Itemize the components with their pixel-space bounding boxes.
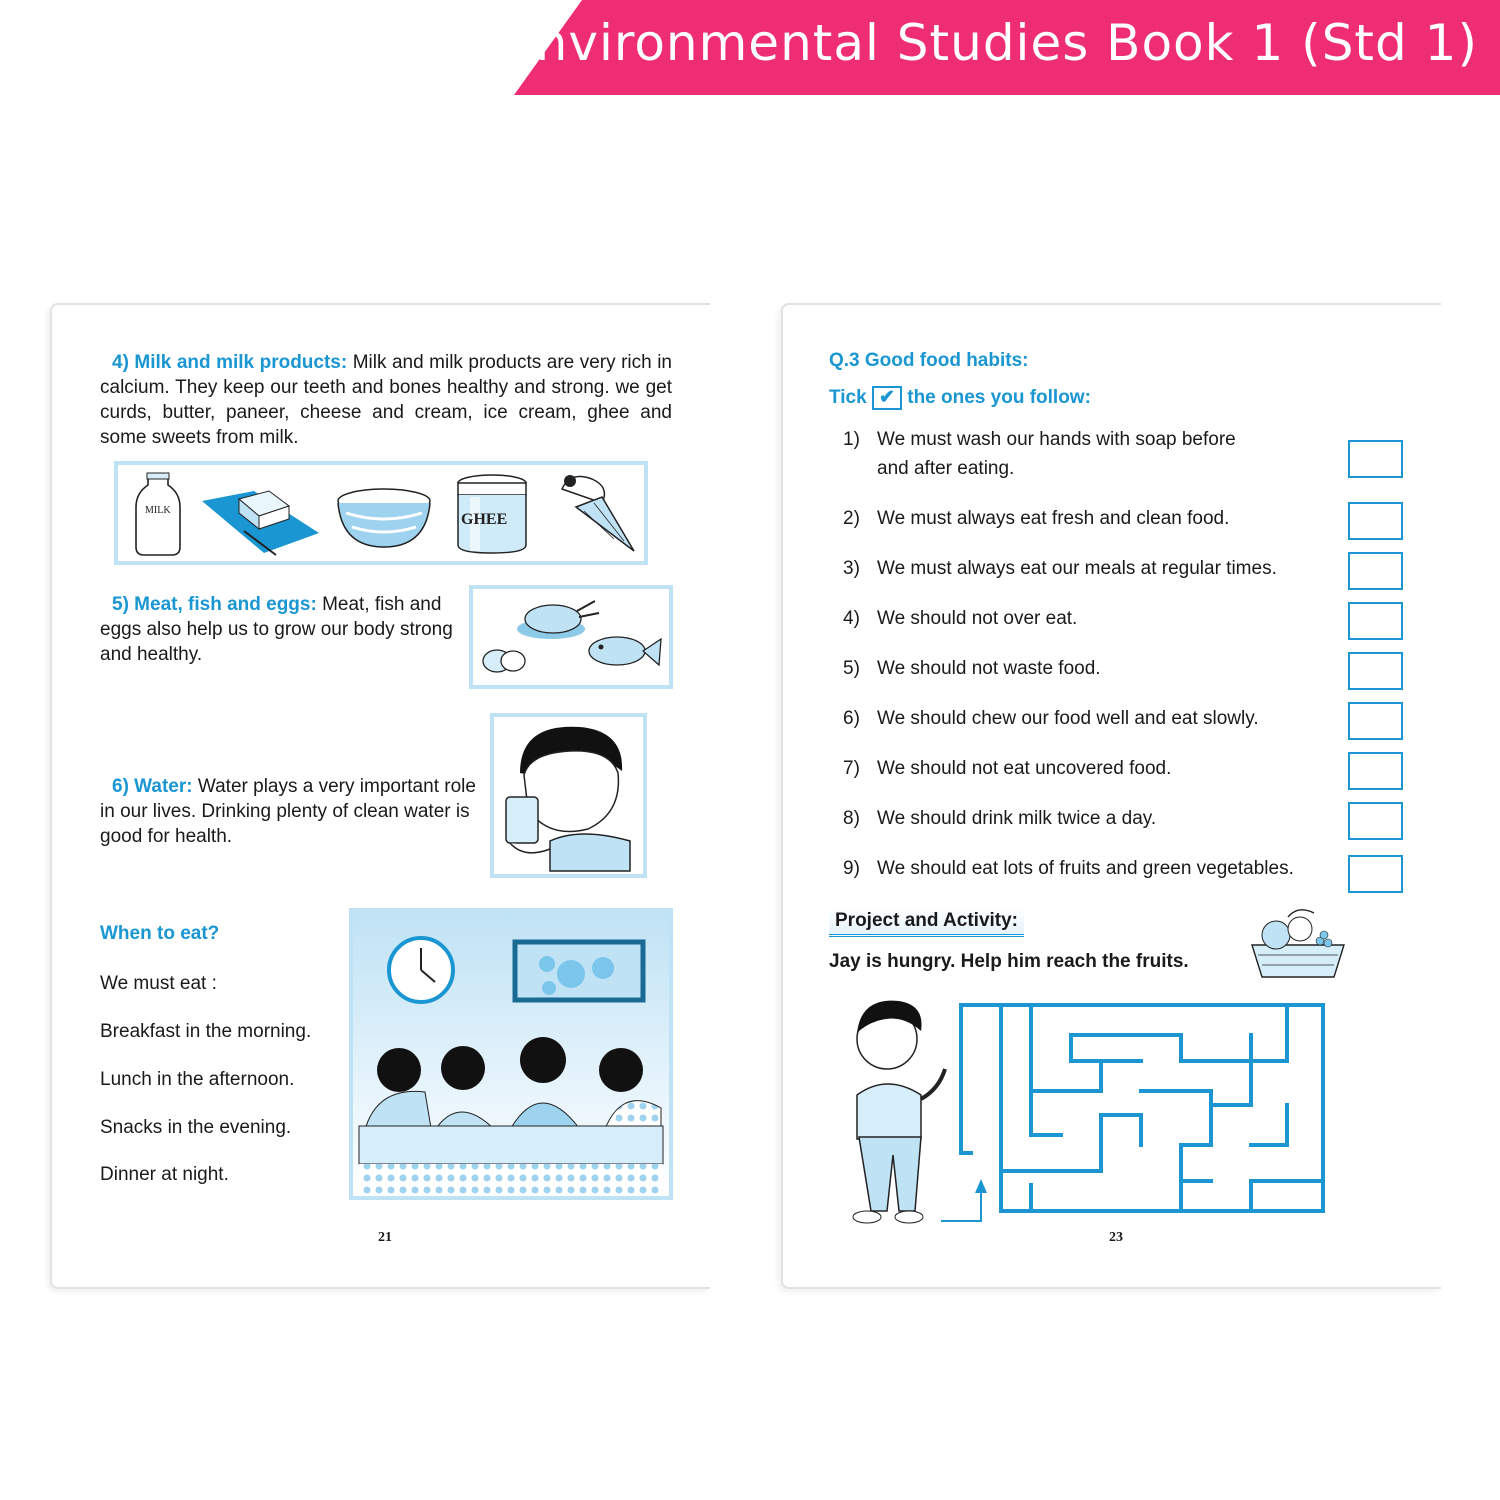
maze-instruction: Jay is hungry. Help him reach the fruits. — [829, 951, 1189, 972]
meal-breakfast: Breakfast in the morning. — [100, 1021, 312, 1042]
habit-checkbox-6[interactable] — [1348, 702, 1403, 740]
habit-checkbox-2[interactable] — [1348, 502, 1403, 540]
tick-instruction-prefix: Tick — [829, 387, 867, 409]
svg-text:GHEE: GHEE — [461, 511, 508, 528]
habit-item-7: 7) We should not eat uncovered food. — [843, 758, 1172, 779]
habit-item-3: 3) We must always eat our meals at regular times. — [843, 558, 1277, 579]
milk-section — [100, 350, 672, 450]
habit-item-9: 9) We should eat lots of fruits and green vegetables. — [843, 858, 1294, 879]
jay-boy-illustration — [843, 995, 953, 1227]
boy-drinking-water-illustration — [490, 713, 647, 878]
header-banner — [0, 0, 1500, 95]
habit-item-2: 2) We must always eat fresh and clean food. — [843, 508, 1230, 529]
glass-icon — [506, 797, 538, 843]
water-text: Water plays a very important role in our lives. Drinking plenty of clean water is good for health. — [100, 776, 476, 847]
project-activity-heading: Project and Activity: — [829, 908, 1024, 937]
meat-heading: 5) Meat, fish and eggs: — [112, 594, 317, 615]
we-must-eat-text: We must eat : — [100, 973, 217, 994]
meat-fish-eggs-illustration — [469, 585, 673, 689]
tick-instruction — [829, 386, 1091, 410]
meat-section — [100, 592, 460, 667]
ghee-jar-icon — [458, 475, 526, 553]
page-number-left: 21 — [378, 1230, 392, 1245]
meal-snacks: Snacks in the evening. — [100, 1117, 292, 1138]
right-page — [781, 303, 1441, 1289]
svg-text:MILK: MILK — [145, 505, 171, 516]
good-food-habits-question: Q.3 Good food habits: — [829, 350, 1029, 371]
habit-checkbox-5[interactable] — [1348, 652, 1403, 690]
habit-item-8: 8) We should drink milk twice a day. — [843, 808, 1157, 829]
milk-heading: 4) Milk and milk products: — [112, 352, 348, 373]
meal-lunch: Lunch in the afternoon. — [100, 1069, 295, 1090]
page-number-right: 23 — [1109, 1230, 1123, 1245]
meat-text: Meat, fish and eggs also help us to grow our body strong and healthy. — [100, 594, 453, 665]
left-page — [50, 303, 710, 1289]
habit-item-1: 1) We must wash our hands with soap before and after eating. — [843, 429, 1236, 479]
habit-item-6: 6) We should chew our food well and eat slowly. — [843, 708, 1259, 729]
milk-text: Milk and milk products are very rich in calcium. They keep our teeth and bones healthy and strong. we get curds, butter, paneer, cheese and cream, ice cream, ghee and some sweets from milk. — [100, 352, 672, 448]
habit-item-4: 4) We should not over eat. — [843, 608, 1078, 629]
habit-checkbox-4[interactable] — [1348, 602, 1403, 640]
family-dinner-illustration — [349, 908, 673, 1200]
book-title: Environmental Studies Book 1 (Std 1) — [503, 14, 1478, 72]
when-to-eat-heading: When to eat? — [100, 923, 220, 944]
habit-checkbox-1[interactable] — [1348, 440, 1403, 478]
meal-dinner: Dinner at night. — [100, 1164, 229, 1185]
fruit-basket-icon — [1248, 905, 1348, 983]
water-heading: 6) Water: — [112, 776, 193, 797]
habit-checkbox-3[interactable] — [1348, 552, 1403, 590]
maze-puzzle[interactable] — [941, 995, 1325, 1229]
tick-instruction-suffix: the ones you follow: — [907, 387, 1091, 409]
milk-products-illustration — [114, 461, 648, 566]
habit-item-5: 5) We should not waste food. — [843, 658, 1101, 679]
wall-clock-icon — [389, 938, 453, 1002]
water-section — [100, 774, 480, 849]
eggs-icon — [483, 650, 525, 672]
tick-sample-checkbox: ✔ — [872, 386, 902, 410]
habit-checkbox-7[interactable] — [1348, 752, 1403, 790]
wall-painting-icon — [515, 942, 643, 1000]
habit-checkbox-9[interactable] — [1348, 855, 1403, 893]
habit-checkbox-8[interactable] — [1348, 802, 1403, 840]
